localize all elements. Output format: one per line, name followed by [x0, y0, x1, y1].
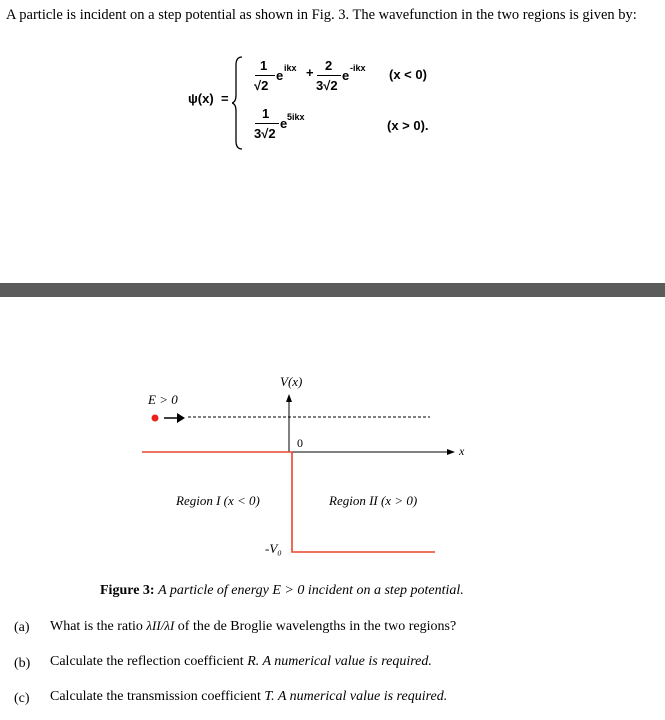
term2-base: e	[342, 68, 350, 83]
term3-fraction-bar	[255, 123, 279, 124]
potential-label: V(x)	[280, 374, 303, 389]
term1-denominator: √2	[254, 78, 269, 93]
region2-label: Region II (x > 0)	[329, 493, 418, 508]
question-label: (b)	[14, 656, 31, 671]
condition-region2: (x > 0).	[387, 118, 429, 133]
question-text-before: What is the ratio	[50, 619, 147, 634]
term1-exponent: ikx	[284, 63, 297, 73]
term1-base: e	[276, 68, 284, 83]
v0-label: -V₀	[265, 541, 282, 556]
equation-plus: +	[306, 65, 314, 80]
step-potential-figure	[0, 360, 665, 575]
term3-denominator: 3√2	[254, 126, 276, 141]
term2-numerator: 2	[325, 58, 333, 73]
question-text-before: Calculate the reflection coefficient	[50, 654, 248, 669]
term2-denominator: 3√2	[316, 78, 338, 93]
question-label: (c)	[14, 691, 30, 706]
term3-base: e	[280, 116, 288, 131]
intro-paragraph: A particle is incident on a step potential as shown in Fig. 3. The wavefunction in the two regions is given by:	[6, 7, 637, 23]
question-text	[50, 618, 456, 635]
term2-exponent: -ikx	[350, 63, 366, 73]
term3-numerator: 1	[262, 106, 270, 121]
caption-label: Figure 3:	[100, 583, 155, 598]
question-a	[14, 618, 654, 636]
question-text-after: of the de Broglie wavelengths in the two regions?	[174, 619, 457, 634]
question-c	[14, 689, 654, 707]
region1-label: Region I (x < 0)	[176, 493, 260, 508]
wavelength-ratio: λII/λI	[146, 618, 175, 633]
x-axis-label: x	[459, 444, 465, 458]
term1-fraction-bar	[255, 75, 275, 76]
particle-arrow-head	[177, 413, 185, 423]
term2-fraction-bar	[317, 75, 341, 76]
question-text-italic: T. A numerical value is required.	[264, 689, 448, 704]
origin-label: 0	[297, 436, 303, 450]
question-b	[14, 654, 654, 672]
section-divider	[0, 283, 665, 297]
figure-caption	[100, 583, 464, 599]
equation-equals: =	[221, 91, 229, 106]
wavefunction-equation	[0, 0, 665, 160]
question-text	[50, 689, 447, 705]
question-label: (a)	[14, 620, 30, 635]
x-axis-arrowhead	[447, 449, 455, 455]
v-axis-arrowhead	[286, 394, 292, 402]
caption-text: A particle of energy E > 0 incident on a step potential.	[158, 583, 464, 598]
question-text-before: Calculate the transmission coefficient	[50, 689, 265, 704]
energy-label: E > 0	[148, 392, 178, 407]
equation-brace	[232, 55, 244, 151]
term3-exponent: 5ikx	[287, 112, 305, 122]
term1-numerator: 1	[260, 58, 268, 73]
question-text	[50, 654, 432, 670]
question-text-italic: R. A numerical value is required.	[247, 654, 432, 669]
equation-lhs: ψ(x)	[188, 91, 214, 106]
particle-dot	[152, 415, 159, 422]
condition-region1: (x < 0)	[389, 67, 427, 82]
